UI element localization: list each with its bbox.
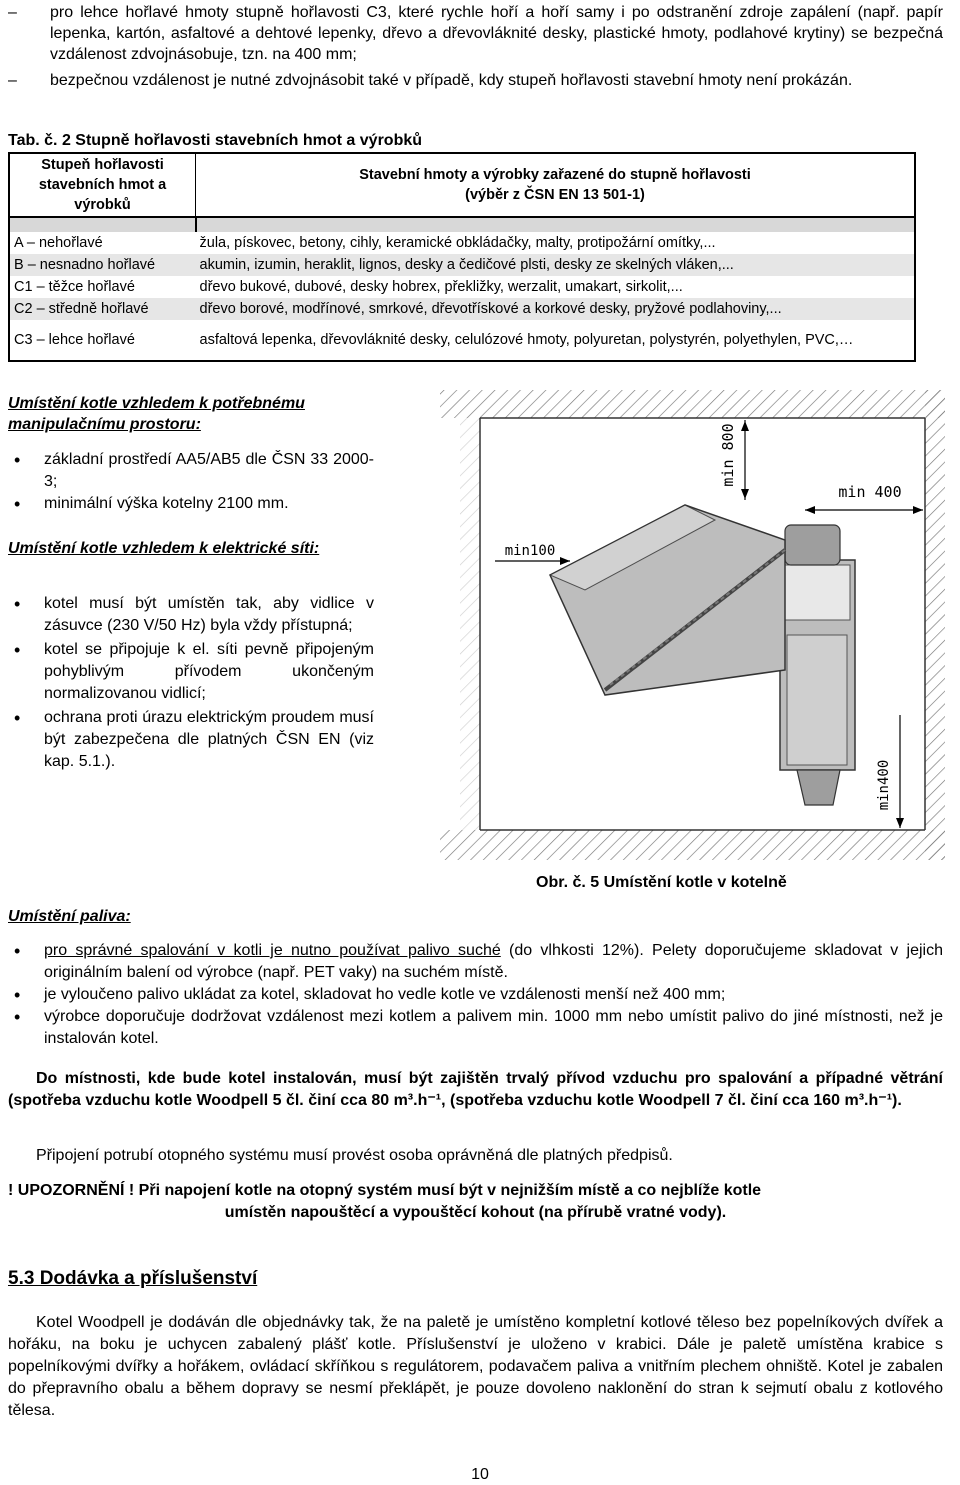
table-row [9, 276, 915, 298]
warning-line2: umístěn napouštěcí a vypouštěcí kohout (na přírubě vratné vody). [224, 1204, 727, 1221]
table-row [9, 254, 915, 276]
table-header-materials [196, 153, 916, 217]
table-caption: Tab. č. 2 Stupně hořlavosti stavebních hmot a výrobků [8, 132, 423, 149]
burner-head [785, 525, 840, 565]
list-item: • základní prostředí AA5/AB5 dle ČSN 33 2000-3; [8, 449, 374, 493]
label-min400-side: min400 [876, 759, 892, 811]
table-header-materials-line1: Stavební hmoty a výrobky zařazené do stupně hořlavosti [359, 167, 751, 183]
table-header-materials-line2: (výběr z ČSN EN 13 501-1) [465, 187, 645, 203]
fuel-section-heading: Umístění paliva: [8, 908, 131, 925]
label-min800: min 800 [719, 423, 737, 487]
section-53-text: Kotel Woodpell je dodáván dle objednávky tak, že na paletě je umístěno kompletní kotlové těleso bez popelníkových dvířek a hořáku, na boku je uchycen zabalený plášť kotle. Příslušenství je uloženo v krabici. Dále je paletě umístěna krabice s popelníkovými dvířky a hořákem, ovládací skříňkou s regulátorem, podavačem paliva a vnitřním plechem ohniště. Kotel je zabalen do přepravního obalu a během dopravy se nesmí překlápět, je pouze dovoleno naklonění do stran k sejmutí obalu z kotlového tělesa. [8, 1314, 943, 1419]
fuel-section-list [8, 940, 943, 1050]
flammability-table [8, 152, 916, 362]
dash-mark: – [8, 72, 17, 89]
boiler-room-figure [385, 385, 950, 865]
label-min400-top: min 400 [838, 483, 902, 501]
list-item: • kotel se připojuje k el. síti pevně připojeným pohyblivým přívodem ukončeným normalizovanou vidlicí; [8, 639, 374, 705]
table-row [9, 298, 915, 320]
boiler-door [787, 635, 847, 765]
table-cell-materials: dřevo borové, modřínové, smrkové, dřevotřískové a korkové desky, pryžové podlahoviny,... [196, 298, 916, 320]
dash-text: pro lehce hořlavé hmoty stupně hořlavosti C3, které rychle hoří a hoří samy i po odstranění zdroje zapálení (např. papír lepenka, kartón, asfaltové a dehtové lepenky, dřevo a dřevovláknité desky, plastické hmoty, podlahové krytiny) se bezpečná vzdálenost zdvojnásobuje, tzn. na 400 mm; [50, 4, 943, 63]
dash-list-item-2 [8, 70, 943, 91]
label-min100: min100 [504, 543, 556, 559]
dash-mark: – [8, 4, 17, 21]
space-section-list [8, 449, 374, 515]
electric-section-heading: Umístění kotle vzhledem k elektrické síti: [8, 540, 320, 557]
table-cell-grade: C3 – lehce hořlavé [9, 320, 196, 361]
table-row [9, 232, 915, 254]
table-cell-materials: asfaltová lepenka, dřevovláknité desky, celulózové hmoty, polyuretan, polystyrén, polyethylen, PVC,… [196, 320, 916, 361]
space-section-heading: Umístění kotle vzhledem k potřebnému manipulačnímu prostoru: [8, 395, 305, 433]
left-wall-hatch [460, 418, 480, 830]
table-cell-grade: C1 – těžce hořlavé [9, 276, 196, 298]
ceiling-hatch [440, 390, 945, 418]
list-item: • kotel musí být umístěn tak, aby vidlice v zásuvce (230 V/50 Hz) byla vždy přístupná; [8, 593, 374, 637]
table-cell-materials: dřevo bukové, dubové, desky hobrex, překližky, werzalit, umakart, sirkolit,... [196, 276, 916, 298]
table-cell-grade: C2 – středně hořlavé [9, 298, 196, 320]
list-item [8, 940, 943, 984]
right-wall-hatch [925, 390, 945, 860]
air-supply-paragraph: Do místnosti, kde bude kotel instalován, musí být zajištěn trvalý přívod vzduchu pro spalování a případné větrání (spotřeba vzduchu kotle Woodpell 5 čl. činí cca 80 m³.h⁻¹, (spotřeba vzduchu kotle Woodpell 7 čl. činí cca 160 m³.h⁻¹). [8, 1070, 943, 1109]
list-item: • ochrana proti úrazu elektrickým proudem musí být zabezpečena dle platných ČSN EN (viz kap. 5.1.). [8, 707, 374, 773]
fuel-item1-rest: (do vlhkosti 12%). Pelety doporučujeme skladovat v jejich originálním balení od výrobce (např. PET vaky) na suchém místě. [44, 942, 943, 981]
section-53-heading: 5.3 Dodávka a příslušenství [8, 1268, 258, 1289]
figure-caption: Obr. č. 5 Umístění kotle v kotelně [536, 874, 787, 891]
table-cell-materials: žula, pískovec, betony, cihly, keramické obkládačky, malty, protipožární omítky,... [196, 232, 916, 254]
list-item: • minimální výška kotelny 2100 mm. [8, 493, 374, 515]
boiler-control-panel [785, 565, 850, 620]
dash-text: bezpečnou vzdálenost je nutné zdvojnásobit také v případě, kdy stupeň hořlavosti stavební hmoty není prokázán. [50, 72, 853, 89]
dash-list-item-1 [8, 2, 943, 65]
table-header-row [9, 153, 915, 217]
ash-pan [797, 770, 840, 805]
floor-hatch [440, 830, 945, 860]
fuel-dry-requirement: pro správné spalování v kotli je nutno používat palivo suché [44, 942, 501, 959]
list-item: • je vyloučeno palivo ukládat za kotel, skladovat ho vedle kotle ve vzdálenosti menší než 400 mm; [8, 984, 943, 1006]
table-cell-grade: A – nehořlavé [9, 232, 196, 254]
table-spacer-row [9, 217, 915, 232]
table-row [9, 320, 915, 361]
table-cell-materials: akumin, izumin, heraklit, lignos, desky a čedičové plsti, desky ze skelných vláken,... [196, 254, 916, 276]
electric-section-list [8, 593, 374, 773]
piping-paragraph: Připojení potrubí otopného systému musí provést osoba oprávněná dle platných předpisů. [36, 1147, 673, 1164]
warning-line1: ! UPOZORNĚNÍ ! Při napojení kotle na otopný systém musí být v nejnižším místě a co nejblíže kotle [8, 1182, 762, 1199]
table-cell-grade: B – nesnadno hořlavé [9, 254, 196, 276]
table-header-grade: Stupeň hořlavosti stavebních hmot a výrobků [9, 153, 196, 217]
page-number: 10 [471, 1466, 489, 1483]
list-item: • výrobce doporučuje dodržovat vzdálenost mezi kotlem a palivem min. 1000 mm nebo umístit palivo do jiné místnosti, než je instalován kotel. [8, 1006, 943, 1050]
